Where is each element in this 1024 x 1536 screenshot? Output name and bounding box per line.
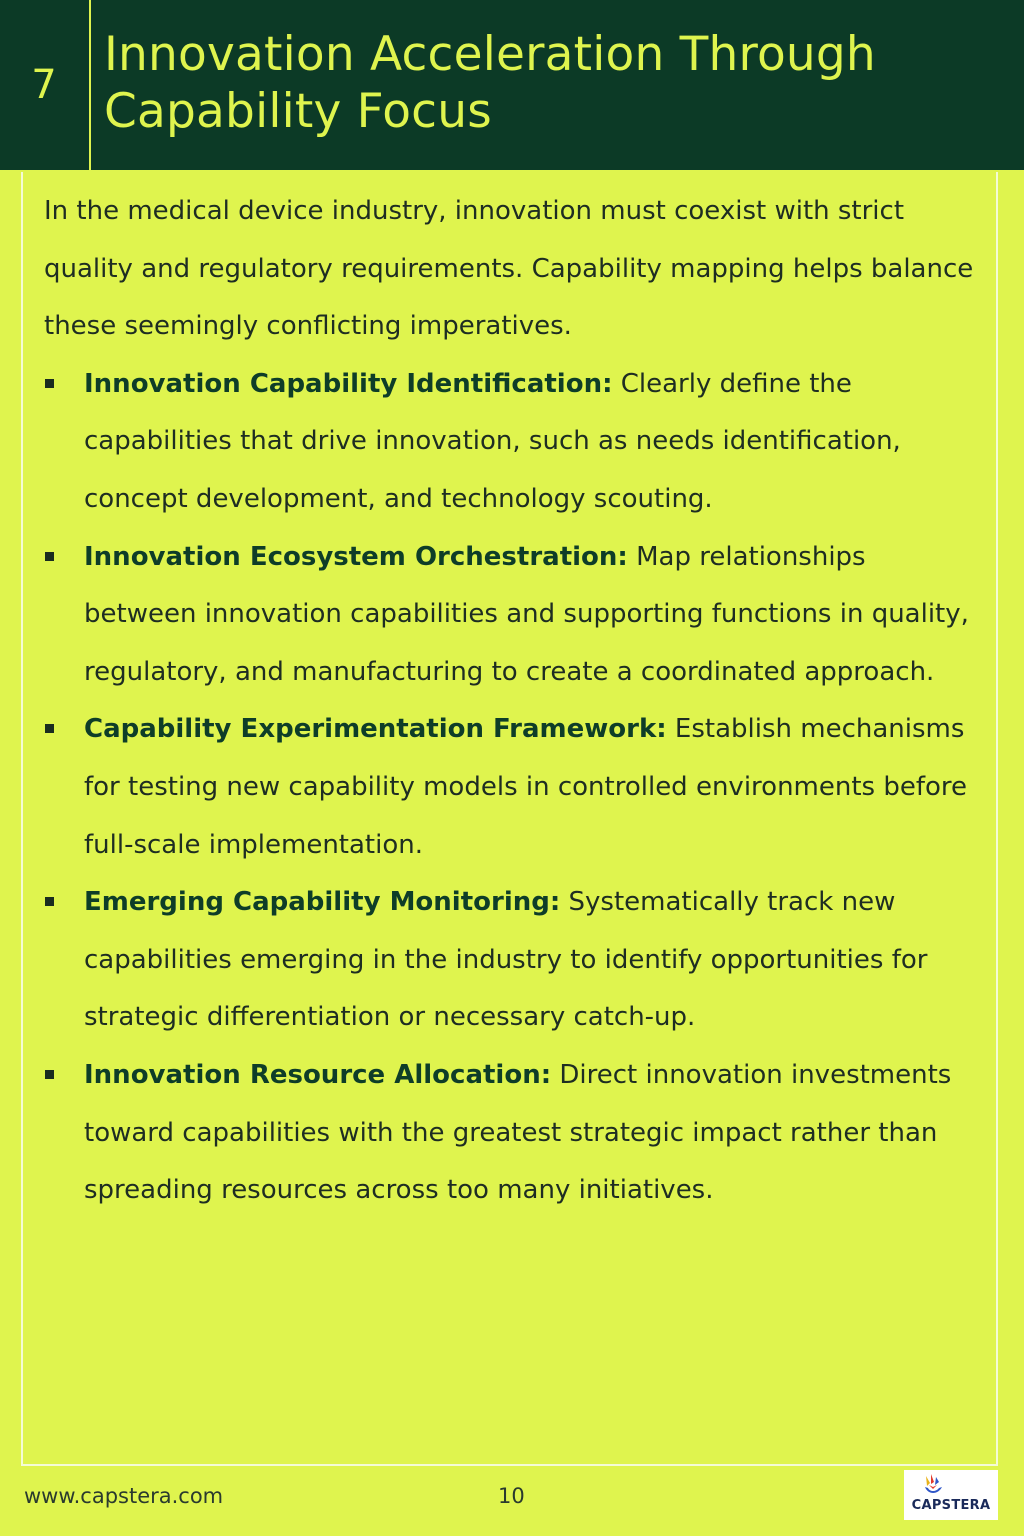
content-body bbox=[44, 183, 984, 1220]
page-number: 10 bbox=[498, 1484, 525, 1508]
footer-url: www.capstera.com bbox=[24, 1484, 224, 1508]
page-title: Innovation Acceleration Through Capability Focus bbox=[104, 27, 876, 139]
section-header bbox=[0, 0, 1024, 170]
list-item bbox=[44, 874, 984, 1047]
bullet-heading: Innovation Capability Identification: bbox=[84, 368, 613, 399]
capstera-logo bbox=[904, 1470, 998, 1520]
section-number: 7 bbox=[31, 62, 57, 108]
square-bullet-icon bbox=[45, 1070, 54, 1079]
list-item bbox=[44, 701, 984, 874]
bullet-text: Map relationships between innovation capabilities and supporting functions in quality, regulatory, and manufacturing to create a coordinated approach. bbox=[84, 541, 969, 687]
logo-text: CAPSTERA bbox=[911, 1498, 991, 1513]
square-bullet-icon bbox=[45, 724, 54, 733]
square-bullet-icon bbox=[45, 897, 54, 906]
bullet-heading: Emerging Capability Monitoring: bbox=[84, 887, 561, 918]
bullet-heading: Capability Experimentation Framework: bbox=[84, 714, 667, 745]
list-item bbox=[44, 529, 984, 702]
square-bullet-icon bbox=[45, 379, 54, 388]
list-item bbox=[44, 356, 984, 529]
list-item bbox=[44, 1047, 984, 1220]
bullet-text: Establish mechanisms for testing new capability models in controlled environments before full-scale implementation. bbox=[84, 714, 968, 860]
bullet-list bbox=[44, 356, 984, 1220]
bullet-text: Direct innovation investments toward capabilities with the greatest strategic impact rather than spreading resources across too many initiatives. bbox=[84, 1059, 952, 1206]
capstera-logo-icon bbox=[922, 1473, 944, 1497]
bullet-text: Clearly define the capabilities that drive innovation, such as needs identification, concept development, and technology scouting. bbox=[84, 368, 901, 514]
bullet-heading: Innovation Resource Allocation: bbox=[84, 1059, 552, 1090]
intro-paragraph: In the medical device industry, innovation must coexist with strict quality and regulatory requirements. Capability mapping helps balance these seemingly conflicting imperatives. bbox=[44, 196, 974, 342]
bullet-heading: Innovation Ecosystem Orchestration: bbox=[84, 541, 628, 572]
header-divider bbox=[89, 0, 91, 170]
square-bullet-icon bbox=[45, 552, 54, 561]
bullet-text: Systematically track new capabilities emerging in the industry to identify opportunities for strategic differentiation or necessary catch-up. bbox=[84, 887, 928, 1033]
